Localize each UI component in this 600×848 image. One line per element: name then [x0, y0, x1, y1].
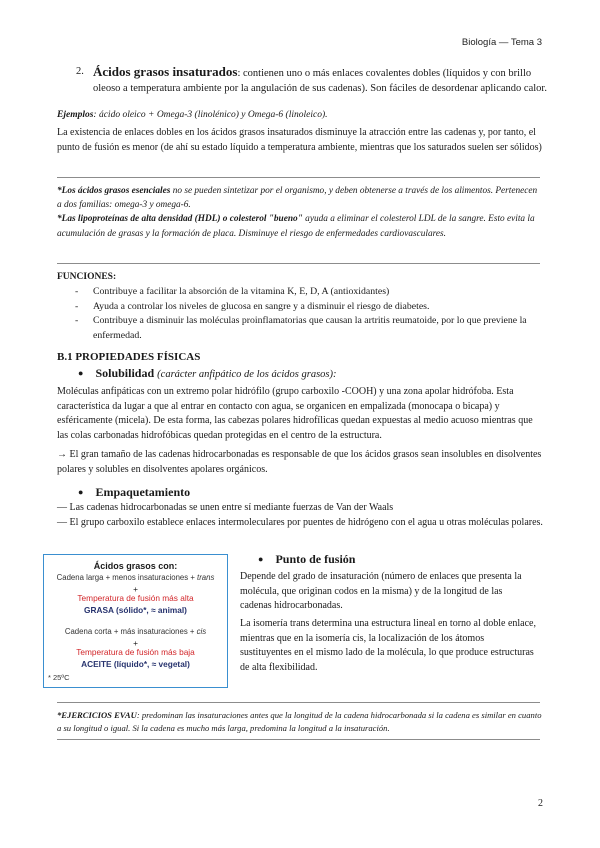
note-bold: *EJERCICIOS EVAU: [57, 710, 137, 720]
divider: [57, 263, 540, 264]
running-header: Biología — Tema 3: [461, 37, 542, 48]
list-item: - Contribuye a disminuir las moléculas proinflamatorias que causan la artritis reumatoide, por lo que previene la enfermedad.: [75, 314, 545, 343]
item-title: Ácidos grasos insaturados: [93, 64, 238, 79]
figure-temp-low: Temperatura de fusión más baja: [76, 647, 195, 657]
note-bold: *Las lipoproteínas de alta densidad (HDL) o colesterol "bueno": [57, 214, 303, 225]
figure-line: [44, 627, 227, 636]
examples-line: [57, 110, 328, 120]
divider: [57, 739, 540, 740]
examples-text: : ácido oleico + Omega-3 (linolénico) y Omega-6 (linoleico).: [93, 110, 328, 120]
solubility-paragraph: Moléculas anfipáticas con un extremo polar hidrófilo (grupo carboxilo -COOH) y una zona apolar hidrófoba. Esta característica da lugar a que al entrar en contacto con agua, se organicen en empalizada (monocapa o bicapa) y esféricamente (micela). De esta forma, las cabezas polares hidrofílicas quedan expuestas al medio acuoso mientras que las colas carbonadas hidrofóbicas quedan protegidas en el centro de la estructura.: [57, 386, 533, 441]
subheading-title: Solubilidad: [95, 366, 155, 380]
subheading-title: Empaquetamiento: [95, 485, 191, 499]
figure-title: Ácidos grasos con:: [93, 561, 178, 571]
list-item: - Ayuda a controlar los niveles de glucosa en sangre y a disminuir el riesgo de diabetes.: [75, 300, 545, 315]
figure-text: Cadena corta + más insaturaciones +: [64, 627, 197, 636]
functions-heading: FUNCIONES:: [57, 272, 117, 282]
subheading-colon: :: [333, 369, 337, 380]
isomerism-paragraph: La isomería trans determina una estructura lineal en torno al doble enlace, mientras que en la isomería cis, la localización de los átomos sustituyentes en el mismo lado de la molécula, lo que produce estructuras de alta flexibilidad.: [240, 618, 536, 673]
melting-point-figure: [43, 554, 228, 688]
figure-text-italic: cis: [196, 627, 207, 636]
figure-temp-note: * 25ºC: [48, 673, 70, 682]
solubility-arrow-paragraph: → El gran tamaño de las cadenas hidrocarbonadas es responsable de que los ácidos grasos sean insolubles en disolventes polares y solubles en disolventes apolares orgánicos.: [57, 449, 542, 475]
list-item: - Contribuye a facilitar la absorción de la vitamina K, E, D, A (antioxidantes): [75, 285, 545, 300]
note-text: ayuda a eliminar el colesterol LDL de la sangre. Esto evita la acumulación de grasas y la formación de placa. Disminuye el riesgo de enfermedades cardiovasculares.: [57, 214, 535, 239]
figure-oil-label: ACEITE: [81, 659, 112, 669]
subheading-packing: ● Empaquetamiento: [78, 485, 191, 499]
page-number: 2: [538, 798, 543, 809]
list-item-unsaturated-fatty-acids: [76, 64, 554, 96]
packing-line: — El grupo carboxilo establece enlaces intermoleculares por puentes de hidrógeno con el agua u otras moléculas polares.: [57, 516, 543, 528]
item-text: : contienen uno o más enlaces covalentes dobles (líquidos y con brillo oleoso a temperatura ambiente por la angulación de sus cadenas). Son fáciles de desordenar aplicando calor.: [93, 68, 547, 94]
plus-sign: +: [133, 638, 138, 648]
note-bold: *Los ácidos grasos esenciales: [57, 186, 171, 196]
note-text: no se pueden sintetizar por el organismo, y deben obtenerse a través de los alimentos. Pertenecen a dos familias: omega-3 y omega-6.: [57, 186, 538, 211]
figure-fat-detail: (sólido*, ≈ animal): [113, 605, 187, 615]
figure-line: [44, 573, 227, 582]
subheading-solubility: ● Solubilidad (carácter anfipático de los ácidos grasos):: [78, 366, 337, 380]
figure-fat-label: GRASA: [84, 605, 114, 615]
figure-result: [44, 659, 227, 669]
figure-text-italic: trans: [197, 573, 215, 582]
figure-temp-high: Temperatura de fusión más alta: [77, 593, 194, 603]
divider: [57, 702, 540, 703]
examples-label: Ejemplos: [57, 110, 94, 120]
subheading-melting-point: ● Punto de fusión: [258, 552, 356, 566]
double-bond-paragraph: La existencia de enlaces dobles en los ácidos grasos insaturados disminuye la atracción entre las cadenas y, por tanto, el punto de fusión es menor (de ahí su estado líquido a temperatura ambiente, mientras que los saturados suelen ser sólidos): [57, 127, 542, 153]
note-text: : predominan las insaturaciones antes que la longitud de la cadena hidrocarbonada si la cadena es similar en cuanto a su longitud o igual. Si la cadena es mucho más larga, predomina la longitud a la insaturación.: [57, 710, 542, 733]
section-heading: B.1 PROPIEDADES FÍSICAS: [57, 351, 201, 363]
melting-point-paragraph: Depende del grado de insaturación (número de enlaces que presenta la molécula, que originan codos en la misma) y de la longitud de las cadenas hidrocarbonadas.: [240, 571, 522, 611]
packing-line: — Las cadenas hidrocarbonadas se unen entre sí mediante fuerzas de Van der Waals: [57, 502, 394, 513]
functions-list: [75, 285, 545, 343]
note-essential-fatty-acids: [57, 184, 543, 241]
figure-oil-detail: (líquido*, ≈ vegetal): [111, 659, 190, 669]
subheading-subtitle: (carácter anfipático de los ácidos grasos): [157, 369, 334, 380]
packing-paragraph: [57, 501, 543, 530]
note-evau-exercises: [57, 709, 543, 735]
figure-result: [44, 605, 227, 615]
figure-text: Cadena larga + menos insaturaciones +: [56, 573, 198, 582]
list-number: 2.: [76, 66, 84, 77]
divider: [57, 177, 540, 178]
subheading-title: Punto de fusión: [275, 552, 356, 566]
plus-sign: +: [133, 584, 138, 594]
